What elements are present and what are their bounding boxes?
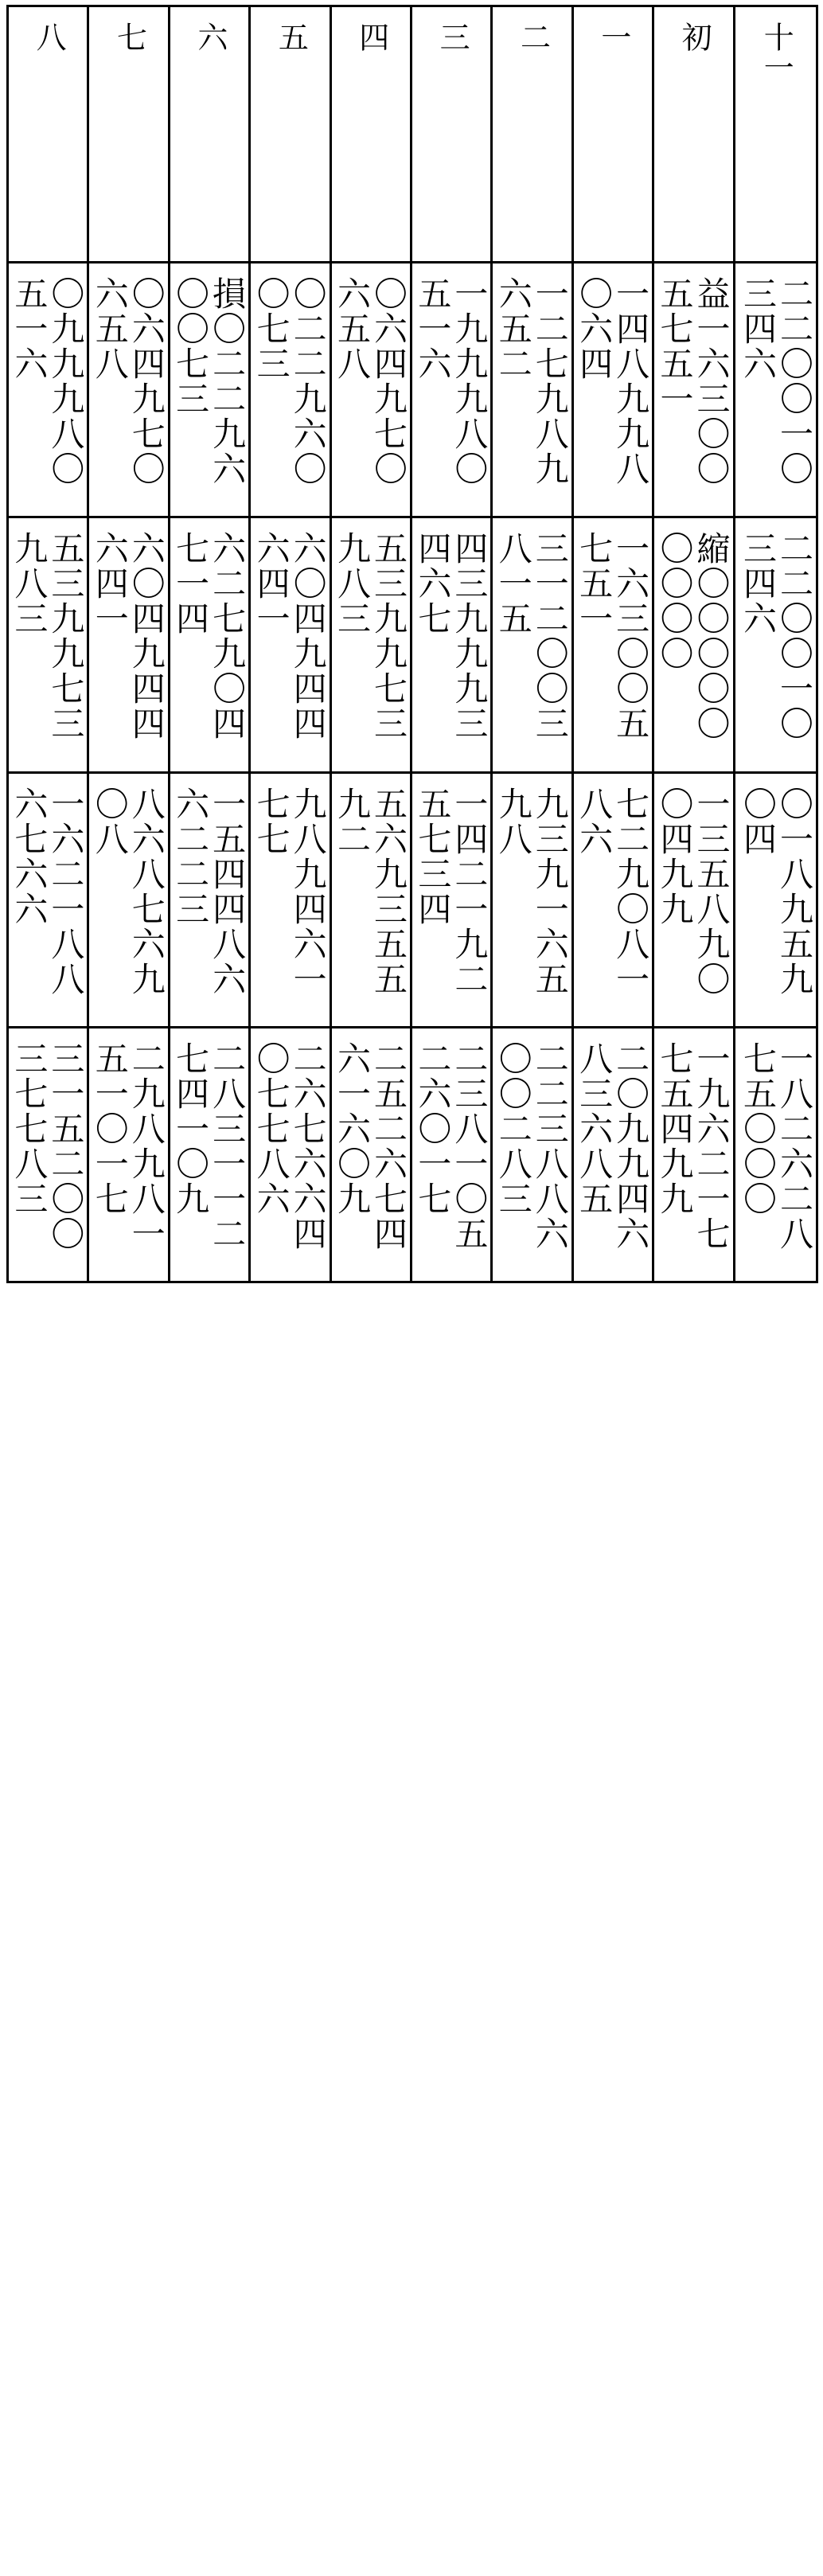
table-cell [89, 263, 170, 516]
header-cell [574, 7, 654, 261]
table-cell [493, 518, 573, 771]
table-cell [332, 1028, 412, 1281]
header-cell [735, 7, 816, 261]
cell-text: 一四八九九八 〇六四 [575, 276, 651, 486]
cell-text: 〇六四九七〇 六五八 [332, 276, 408, 486]
table-cell [251, 518, 331, 771]
cell-text: 一三五八九〇 〇四九九 [655, 786, 731, 997]
table-cell [170, 518, 251, 771]
cell-text: 七二九〇八一 八六 [575, 786, 651, 997]
cell-text: 二五二六七四 六一六〇九 [332, 1040, 408, 1251]
table-cell [89, 1028, 170, 1281]
header-cell [9, 7, 89, 261]
cell-text: 九三九一六五 九八 [493, 786, 570, 997]
table-row [9, 263, 816, 518]
cell-text: 二二三八八六 〇〇二八三 [493, 1040, 570, 1251]
table-cell [170, 263, 251, 516]
header-cell [412, 7, 493, 261]
cell-text: 縮〇〇〇〇〇 〇〇〇〇 [655, 531, 731, 742]
cell-text: 二九八九八一 五一〇一七 [90, 1040, 166, 1251]
table-cell [9, 518, 89, 771]
cell-text: 損〇二二九六 〇〇七三 [171, 276, 248, 486]
table-cell [654, 263, 735, 516]
header-cell [89, 7, 170, 261]
table-cell [9, 774, 89, 1026]
cell-text: 二〇九九四六 八三六八五 [575, 1040, 651, 1251]
table-cell [89, 774, 170, 1026]
header-cell [654, 7, 735, 261]
table-cell [332, 774, 412, 1026]
table-cell [9, 263, 89, 516]
table-cell [89, 518, 170, 771]
cell-text: 一九九九八〇 五一六 [413, 276, 490, 486]
table-cell [735, 263, 816, 516]
cell-text: 二二〇〇一〇 三四六 [739, 276, 814, 486]
header-cell [251, 7, 331, 261]
cell-text: 一五四四八六 六二二三 [171, 786, 248, 997]
header-label: 四 [353, 21, 389, 52]
table-cell [654, 518, 735, 771]
header-cell [332, 7, 412, 261]
table-cell [332, 518, 412, 771]
table-cell [654, 1028, 735, 1281]
cell-text: 三一二〇〇三 八一五 [493, 531, 570, 742]
table-cell [493, 263, 573, 516]
table [6, 5, 818, 1283]
table-cell [412, 774, 493, 1026]
header-label: 六 [192, 21, 228, 52]
header-label: 五 [273, 21, 309, 52]
header-label: 十一 [759, 21, 794, 82]
cell-text: 八六八七六九 〇八 [90, 786, 166, 997]
header-label: 八 [31, 21, 67, 52]
table-cell [493, 774, 573, 1026]
cell-text: 〇二二九六〇 〇七三 [252, 276, 328, 486]
cell-text: 三一五二〇〇 三七七八三 [10, 1040, 86, 1251]
cell-text: 一八二六二八 七五〇〇〇 [739, 1040, 814, 1251]
table-cell [412, 263, 493, 516]
table-cell [735, 774, 816, 1026]
cell-text: 五三九九七三 九八三 [332, 531, 408, 742]
cell-text: 九八九四六一 七七 [252, 786, 328, 997]
cell-text: 〇一八九五九 〇四 [739, 786, 814, 997]
header-row [9, 7, 816, 263]
header-label: 初 [677, 21, 712, 52]
header-cell [493, 7, 573, 261]
cell-text: 一二七九八九 六五二 [493, 276, 570, 486]
table-cell [735, 518, 816, 771]
table-cell [574, 263, 654, 516]
table-cell [574, 1028, 654, 1281]
header-label: 七 [111, 21, 147, 52]
table-cell [251, 774, 331, 1026]
cell-text: 四三九九九三 四六七 [413, 531, 490, 742]
table-cell [412, 1028, 493, 1281]
cell-text: 五六九三五五 九二 [332, 786, 408, 997]
table-row [9, 774, 816, 1028]
cell-text: 六〇四九四四 六四一 [252, 531, 328, 742]
cell-text: 六二七九〇四 七一四 [171, 531, 248, 742]
cell-text: 六〇四九四四 六四一 [90, 531, 166, 742]
table-cell [332, 263, 412, 516]
table-cell [9, 1028, 89, 1281]
table-cell [251, 263, 331, 516]
table-cell [735, 1028, 816, 1281]
cell-text: 益一六三〇〇 五七五一 [655, 276, 731, 486]
table-row [9, 518, 816, 773]
cell-text: 一九六二一七 七五四九九 [655, 1040, 731, 1251]
table-cell [170, 774, 251, 1026]
cell-text: 一四二一九二 五七三四 [413, 786, 490, 997]
cell-text: 〇六四九七〇 六五八 [90, 276, 166, 486]
header-label: 二 [515, 21, 551, 52]
cell-text: 〇九九九八〇 五一六 [10, 276, 86, 486]
header-cell [170, 7, 251, 261]
header-label: 三 [435, 21, 470, 52]
cell-text: 二六七六六四 〇七七八六 [252, 1040, 328, 1251]
table-row [9, 1028, 816, 1281]
table-cell [654, 774, 735, 1026]
cell-text: 二八三一一二 七四一〇九 [171, 1040, 248, 1251]
table-cell [493, 1028, 573, 1281]
cell-text: 二三八一〇五 二六〇一七 [413, 1040, 490, 1251]
cell-text: 二二〇〇一〇 三四六 [739, 531, 814, 742]
table-cell [170, 1028, 251, 1281]
table-cell [574, 518, 654, 771]
header-label: 一 [595, 21, 631, 52]
cell-text: 五三九九七三 九八三 [10, 531, 86, 742]
cell-text: 一六二一八八 六七六六 [10, 786, 86, 997]
table-cell [251, 1028, 331, 1281]
table-cell [574, 774, 654, 1026]
cell-text: 一六三〇〇五 七五一 [575, 531, 651, 742]
table-cell [412, 518, 493, 771]
